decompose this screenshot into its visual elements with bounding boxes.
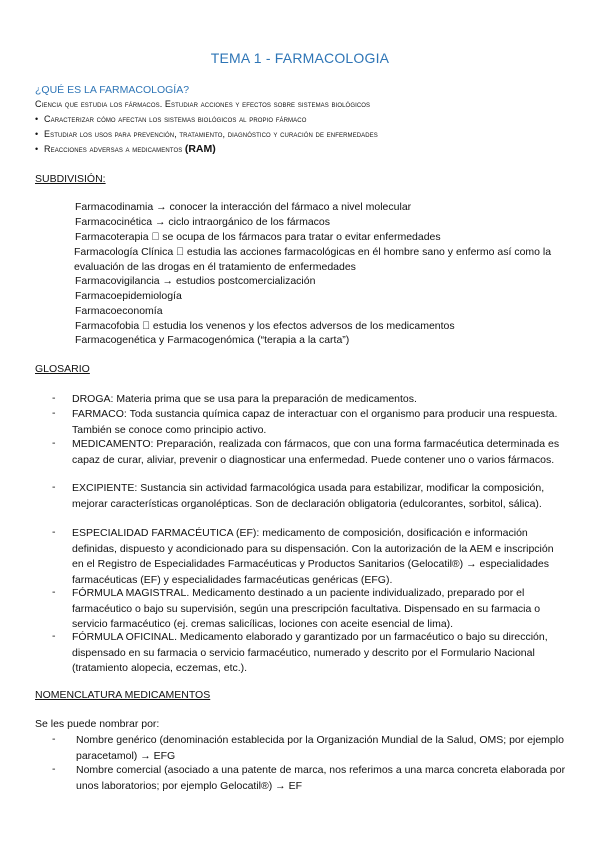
list-dash: - xyxy=(52,733,56,745)
subdivision-item: Farmacodinamia → conocer la interacción del fármaco a nivel molecular xyxy=(75,201,412,213)
glosario-item: FARMACO: Toda sustancia química capaz de interactuar con el organismo para producir una respuesta. También se conoce como principio activo. xyxy=(72,408,558,436)
subdivision-item: Farmacogenética y Farmacogenómica (“terapia a la carta”) xyxy=(75,334,350,346)
subdivision-item: Farmacoeconomía xyxy=(75,305,163,317)
ram-label: (RAM) xyxy=(184,143,216,155)
list-dash: - xyxy=(52,630,56,642)
intro-heading: ¿QUÉ ES LA FARMACOLOGÍA? xyxy=(35,84,190,96)
glosario-item: FÓRMULA MAGISTRAL. Medicamento destinado a un paciente individualizado, preparado por el farmacéutico o bajo su supervisión, según una prescripción facultativa. Dispensado en su farmacia o servicio farmacéutico (ej. cremas salicílicas, lociones con aceite esencial de lima). xyxy=(72,587,541,630)
glosario-item: MEDICAMENTO: Preparación, realizada con fármacos, que con una forma farmacéutica determinada es capaz de curar, aliviar, prevenir o diagnosticar una enfermedad. Puede contener uno o varios fármacos. xyxy=(72,438,560,466)
list-dash: - xyxy=(52,392,56,404)
nomenclatura-item: Nombre comercial (asociado a una patente de marca, nos referimos a una marca concreta elaborada por unos laboratorios; por ejemplo Gelocatil®) → EF xyxy=(76,764,566,792)
intro-bullet-1 xyxy=(35,114,306,124)
list-dash: - xyxy=(52,407,56,419)
bullet-marker: • xyxy=(35,144,39,154)
subdivision-item: Farmacofobia estudia los venenos y los efectos adversos de los medicamentos xyxy=(75,320,444,332)
list-dash: - xyxy=(52,437,56,449)
subdivision-item: Farmacoterapia se ocupa de los fármacos para tratar o evitar enfermedades xyxy=(75,231,430,243)
glosario-item: FÓRMULA OFICINAL. Medicamento elaborado y garantizado por un farmacéutico o bajo su dirección, dispensado en su farmacia o servicio farmacéutico, numerado y descrito por el Formulario Nacional (tratamiento alopecia, eczemas, etc.). xyxy=(72,631,548,674)
nomenclatura-item: Nombre genérico (denominación establecida por la Organización Mundial de la Salud, OMS; por ejemplo paracetamol) → EFG xyxy=(76,734,564,762)
subdivision-item: Farmacovigilancia → estudios postcomercialización xyxy=(75,275,316,287)
intro-definition: Ciencia que estudia los fármacos. Estudiar acciones y efectos sobre sistemas biológicos xyxy=(35,99,371,109)
glosario-heading: GLOSARIO xyxy=(35,363,90,375)
list-dash: - xyxy=(52,586,56,598)
glosario-item: DROGA: Materia prima que se usa para la preparación de medicamentos. xyxy=(72,393,417,405)
glosario-item: EXCIPIENTE: Sustancia sin actividad farmacológica usada para estabilizar, modificar la composición, mejorar características organolépticas. Son de declaración obligatoria (edulcorantes, sorbitol, sálica). xyxy=(72,482,545,510)
bullet-marker: • xyxy=(35,129,39,139)
subdivision-item: Farmacocinética → ciclo intraorgánico de los fármacos xyxy=(75,216,331,228)
bullet-text: Caracterizar cómo afectan los sistemas biológicos al propio fármaco xyxy=(44,114,307,124)
intro-bullet-3 xyxy=(35,143,216,155)
nomenclatura-heading: NOMENCLATURA MEDICAMENTOS xyxy=(35,689,211,701)
list-dash: - xyxy=(52,526,56,538)
bullet-marker: • xyxy=(35,114,39,124)
intro-bullet-2 xyxy=(35,129,378,139)
bullet-text: Reacciones adversas a medicamentos xyxy=(44,144,183,154)
list-dash: - xyxy=(52,481,56,493)
bullet-text: Estudiar los usos para prevención, tratamiento, diagnóstico y curación de enfermedades xyxy=(44,129,378,139)
glosario-item: ESPECIALIDAD FARMACÉUTICA (EF): medicamento de composición, dosificación e información definidas, dispuesto y acondicionado para su dispensación. Con la autorización de la AEM e inscripción en el Registro de Especialidades Farmacéuticas y Productos Sanitarios (Gelocatil®) → especialidades farmacéuticas (EF) y especialidades farmacéuticas genéricas (EFG). xyxy=(72,527,554,586)
subdivision-item: Farmacoepidemiología xyxy=(75,290,182,302)
subdivision-item: Farmacología Clínica estudia las acciones farmacológicas en él hombre sano y enfermo así como la evaluación de las drogas en él tratamiento de enfermedades xyxy=(74,246,541,273)
subdivision-heading: SUBDIVISIÓN: xyxy=(35,173,106,185)
nomenclatura-intro: Se les puede nombrar por: xyxy=(35,718,160,730)
list-dash: - xyxy=(52,763,56,775)
page-title: TEMA 1 - FARMACOLOGIA xyxy=(210,50,390,66)
